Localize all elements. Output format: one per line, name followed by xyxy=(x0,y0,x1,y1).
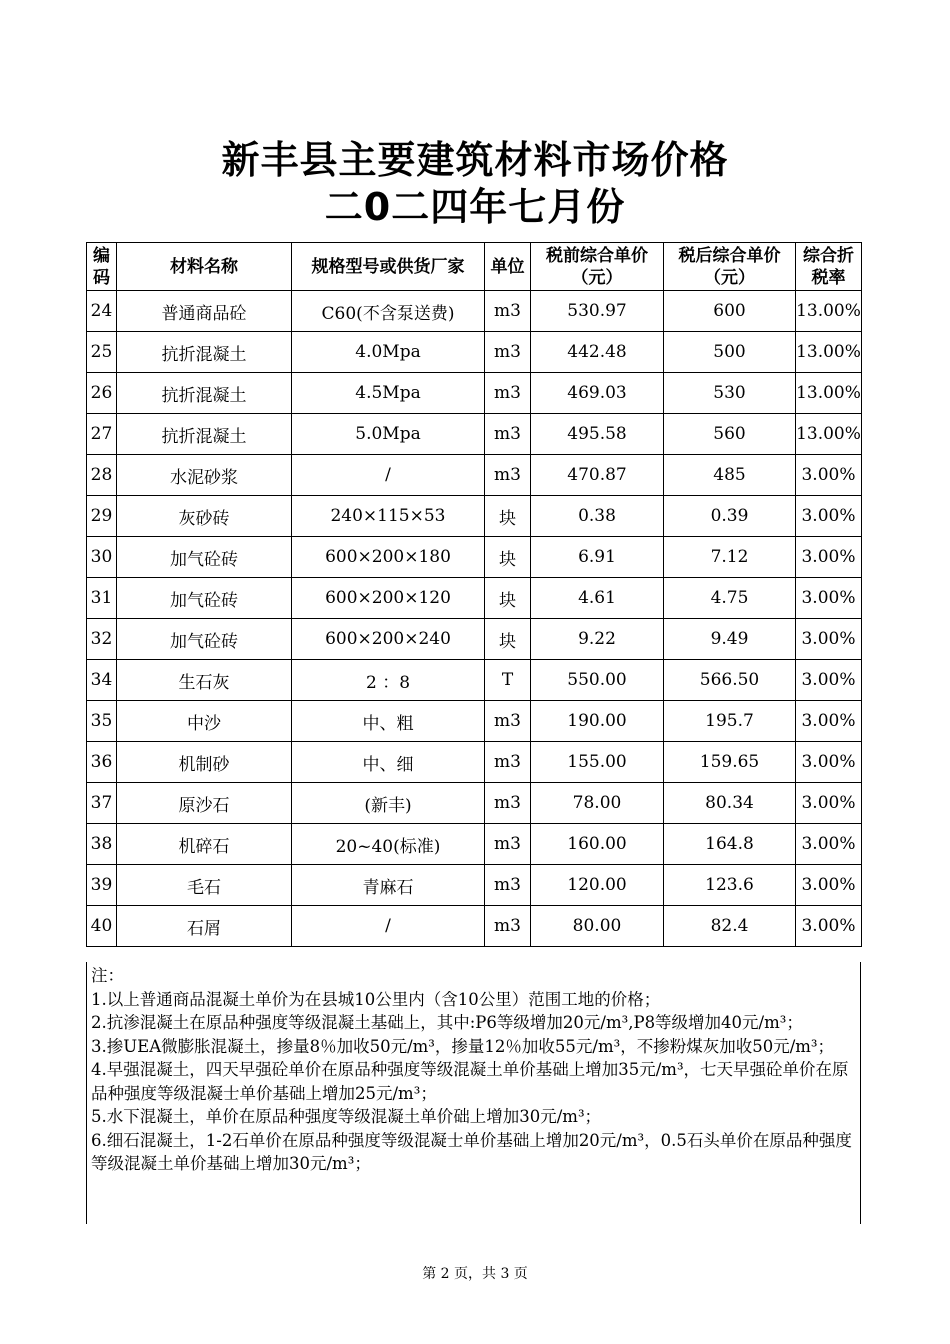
table-row xyxy=(87,701,862,742)
note-item-3: 3.掺UEA微膨胀混凝土，掺量8％加收50元/m³，掺量12％加收55元/m³，不掺粉煤灰加收50元/m³； xyxy=(91,1036,835,1056)
table-row xyxy=(87,332,862,373)
cell-code: 31 xyxy=(87,578,117,619)
cell-unit: m3 xyxy=(485,332,531,373)
cell-pretax-price: 0.38 xyxy=(531,496,664,537)
cell-material-name: 抗折混凝土 xyxy=(117,373,292,414)
cell-posttax-price: 123.6 xyxy=(664,865,796,906)
cell-posttax-price: 566.50 xyxy=(664,660,796,701)
table-row xyxy=(87,783,862,824)
cell-pretax-price: 550.00 xyxy=(531,660,664,701)
cell-tax-rate: 13.00% xyxy=(796,332,862,373)
table-body xyxy=(87,291,862,947)
cell-unit: 块 xyxy=(485,619,531,660)
header-spec: 规格型号或供货厂家 xyxy=(292,243,485,291)
cell-posttax-price: 7.12 xyxy=(664,537,796,578)
cell-pretax-price: 160.00 xyxy=(531,824,664,865)
cell-material-name: 抗折混凝土 xyxy=(117,332,292,373)
cell-code: 34 xyxy=(87,660,117,701)
cell-posttax-price: 195.7 xyxy=(664,701,796,742)
cell-tax-rate: 3.00% xyxy=(796,537,862,578)
cell-posttax-price: 9.49 xyxy=(664,619,796,660)
note-item-1: 1.以上普通商品混凝土单价为在县城10公里内（含10公里）范围工地的价格； xyxy=(91,989,661,1009)
cell-unit: 块 xyxy=(485,496,531,537)
table-row xyxy=(87,496,862,537)
cell-spec: 青麻石 xyxy=(292,865,485,906)
cell-spec: 240×115×53 xyxy=(292,496,485,537)
table-row xyxy=(87,824,862,865)
price-table xyxy=(86,242,862,947)
table-row xyxy=(87,373,862,414)
cell-pretax-price: 469.03 xyxy=(531,373,664,414)
cell-unit: m3 xyxy=(485,742,531,783)
cell-posttax-price: 159.65 xyxy=(664,742,796,783)
cell-material-name: 石屑 xyxy=(117,906,292,947)
cell-material-name: 中沙 xyxy=(117,701,292,742)
cell-tax-rate: 3.00% xyxy=(796,701,862,742)
cell-material-name: 加气砼砖 xyxy=(117,619,292,660)
cell-material-name: 机碎石 xyxy=(117,824,292,865)
cell-tax-rate: 3.00% xyxy=(796,742,862,783)
cell-spec: 20~40(标准) xyxy=(292,824,485,865)
cell-tax-rate: 13.00% xyxy=(796,291,862,332)
cell-code: 37 xyxy=(87,783,117,824)
cell-spec: C60(不含泵送费) xyxy=(292,291,485,332)
cell-posttax-price: 530 xyxy=(664,373,796,414)
cell-tax-rate: 3.00% xyxy=(796,865,862,906)
cell-material-name: 抗折混凝土 xyxy=(117,414,292,455)
cell-pretax-price: 442.48 xyxy=(531,332,664,373)
cell-unit: m3 xyxy=(485,701,531,742)
cell-material-name: 灰砂砖 xyxy=(117,496,292,537)
cell-spec: 5.0Mpa xyxy=(292,414,485,455)
cell-posttax-price: 80.34 xyxy=(664,783,796,824)
table-row xyxy=(87,660,862,701)
cell-unit: m3 xyxy=(485,291,531,332)
cell-code: 39 xyxy=(87,865,117,906)
table-row xyxy=(87,291,862,332)
cell-posttax-price: 500 xyxy=(664,332,796,373)
header-pretax-price: 税前综合单价（元） xyxy=(531,243,664,291)
cell-code: 30 xyxy=(87,537,117,578)
cell-posttax-price: 0.39 xyxy=(664,496,796,537)
note-item-2: 2.抗渗混凝土在原品种强度等级混凝土基础上，其中:P6等级增加20元/m³,P8等级增加40元/m³； xyxy=(91,1013,803,1032)
header-posttax-price: 税后综合单价（元） xyxy=(664,243,796,291)
cell-spec: 4.5Mpa xyxy=(292,373,485,414)
cell-material-name: 水泥砂浆 xyxy=(117,455,292,496)
cell-code: 27 xyxy=(87,414,117,455)
cell-unit: T xyxy=(485,660,531,701)
header-tax-rate: 综合折税率 xyxy=(796,243,862,291)
table-row xyxy=(87,537,862,578)
cell-spec: / xyxy=(292,906,485,947)
cell-unit: m3 xyxy=(485,906,531,947)
cell-tax-rate: 3.00% xyxy=(796,783,862,824)
cell-spec: 中、细 xyxy=(292,742,485,783)
cell-spec: 中、粗 xyxy=(292,701,485,742)
header-unit: 单位 xyxy=(485,243,531,291)
cell-unit: m3 xyxy=(485,373,531,414)
cell-pretax-price: 78.00 xyxy=(531,783,664,824)
cell-material-name: 普通商品砼 xyxy=(117,291,292,332)
cell-spec: 4.0Mpa xyxy=(292,332,485,373)
cell-pretax-price: 470.87 xyxy=(531,455,664,496)
cell-material-name: 加气砼砖 xyxy=(117,578,292,619)
cell-pretax-price: 495.58 xyxy=(531,414,664,455)
note-item-4: 4.早强混凝土，四天早强砼单价在原品种强度等级混凝土单价基础上增加35元/m³，七天早强砼单价在原品种强度等级混凝士单价基础上增加25元/m³； xyxy=(91,1060,849,1103)
table-row xyxy=(87,865,862,906)
table-row xyxy=(87,578,862,619)
cell-posttax-price: 164.8 xyxy=(664,824,796,865)
cell-tax-rate: 3.00% xyxy=(796,660,862,701)
cell-tax-rate: 13.00% xyxy=(796,414,862,455)
cell-spec: / xyxy=(292,455,485,496)
table-row xyxy=(87,742,862,783)
page-title: 新丰县主要建筑材料市场价格 xyxy=(221,138,729,182)
cell-unit: 块 xyxy=(485,578,531,619)
cell-code: 32 xyxy=(87,619,117,660)
cell-pretax-price: 9.22 xyxy=(531,619,664,660)
cell-unit: m3 xyxy=(485,783,531,824)
notes-heading: 注： xyxy=(91,966,124,985)
cell-tax-rate: 3.00% xyxy=(796,455,862,496)
cell-pretax-price: 120.00 xyxy=(531,865,664,906)
cell-code: 28 xyxy=(87,455,117,496)
header-code: 编码 xyxy=(87,243,117,291)
cell-spec: 2 ：8 xyxy=(292,660,485,701)
table-row xyxy=(87,455,862,496)
cell-pretax-price: 155.00 xyxy=(531,742,664,783)
note-item-6: 6.细石混凝土，1-2石单价在原品种强度等级混凝士单价基础上增加20元/m³，0.5石头单价在原品种强度等级混凝土单价基础上增加30元/m³； xyxy=(91,1130,852,1173)
cell-material-name: 毛石 xyxy=(117,865,292,906)
page-number: 第 2 页，共 3 页 xyxy=(422,1266,528,1282)
table-row xyxy=(87,414,862,455)
cell-code: 25 xyxy=(87,332,117,373)
cell-unit: m3 xyxy=(485,824,531,865)
cell-posttax-price: 485 xyxy=(664,455,796,496)
cell-pretax-price: 530.97 xyxy=(531,291,664,332)
cell-spec: 600×200×180 xyxy=(292,537,485,578)
cell-material-name: 加气砼砖 xyxy=(117,537,292,578)
cell-code: 35 xyxy=(87,701,117,742)
cell-tax-rate: 3.00% xyxy=(796,619,862,660)
cell-material-name: 生石灰 xyxy=(117,660,292,701)
cell-pretax-price: 80.00 xyxy=(531,906,664,947)
cell-unit: m3 xyxy=(485,455,531,496)
notes-section xyxy=(86,962,861,1224)
cell-code: 38 xyxy=(87,824,117,865)
header-material-name: 材料名称 xyxy=(117,243,292,291)
cell-spec: 600×200×120 xyxy=(292,578,485,619)
cell-unit: m3 xyxy=(485,865,531,906)
page-footer xyxy=(0,1264,950,1284)
cell-code: 26 xyxy=(87,373,117,414)
cell-tax-rate: 13.00% xyxy=(796,373,862,414)
cell-pretax-price: 6.91 xyxy=(531,537,664,578)
table-header-row xyxy=(87,243,862,291)
note-item-5: 5.水下混凝土，单价在原品种强度等级混凝土单价础上增加30元/m³； xyxy=(91,1107,602,1126)
cell-code: 24 xyxy=(87,291,117,332)
cell-pretax-price: 4.61 xyxy=(531,578,664,619)
cell-unit: 块 xyxy=(485,537,531,578)
cell-unit: m3 xyxy=(485,414,531,455)
cell-tax-rate: 3.00% xyxy=(796,906,862,947)
cell-code: 36 xyxy=(87,742,117,783)
cell-tax-rate: 3.00% xyxy=(796,496,862,537)
cell-pretax-price: 190.00 xyxy=(531,701,664,742)
cell-posttax-price: 600 xyxy=(664,291,796,332)
cell-posttax-price: 82.4 xyxy=(664,906,796,947)
table-row xyxy=(87,906,862,947)
cell-posttax-price: 4.75 xyxy=(664,578,796,619)
cell-code: 29 xyxy=(87,496,117,537)
cell-material-name: 机制砂 xyxy=(117,742,292,783)
table-row xyxy=(87,619,862,660)
cell-tax-rate: 3.00% xyxy=(796,578,862,619)
cell-material-name: 原沙石 xyxy=(117,783,292,824)
cell-spec: (新丰) xyxy=(292,783,485,824)
cell-tax-rate: 3.00% xyxy=(796,824,862,865)
cell-code: 40 xyxy=(87,906,117,947)
cell-spec: 600×200×240 xyxy=(292,619,485,660)
page-subtitle-month: 二0二四年七月份 xyxy=(324,185,626,229)
cell-posttax-price: 560 xyxy=(664,414,796,455)
